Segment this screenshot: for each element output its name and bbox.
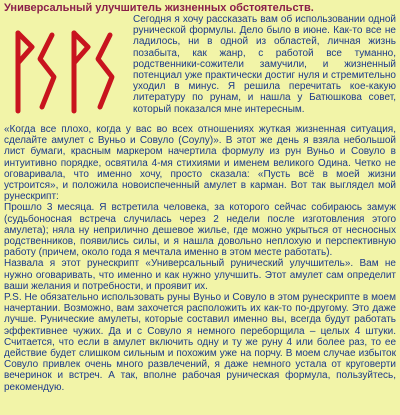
lead-text: Сегодня я хочу рассказать вам об использовании одной рунической формулы. Дело было в июне. Как-то все не ладилось, ни в одной из областей, личная жизнь позабыта, как жанр, с работой все туманно, родственники-сожители замучили, и жизненный потенциал уже практически достиг нуля и стремительно уходил в минус. Я решила перечитать кое-какую литературу по рунам, и нашла у Батюшкова совет, который показался мне интересным. bbox=[133, 14, 396, 115]
lead-paragraph bbox=[133, 14, 396, 115]
article-title: Универсальный улучшитель жизненных обстоятельств. bbox=[4, 2, 314, 14]
paragraph-4: P.S. Не обязательно использовать руны Вуньо и Совуло в этом рунескрипте в моем начертании. Возможно, вам захочется расположить их как-то по-другому. Это даже лучше. Рунические амулеты, которые составил именно вы, всегда будут работать эффективнее чужих. Да и с Совуло я немного переборщила – целых 4 штуки. Считается, что если в амулет включить одну и ту же руну 4 или более раз, то ее действие будет слишком сильным и похожим уже на порчу. В моем случае избыток Совуло привлек очень много развлечений, я даже немного устала от круговерти вечеринок и встреч. А так, вполне рабочая руническая формула, пользуйтесь, рекомендую. bbox=[4, 292, 396, 393]
rune-wunjo-1 bbox=[18, 33, 32, 111]
rune-script-image bbox=[4, 17, 126, 123]
rune-sowilo-2 bbox=[98, 35, 112, 107]
paragraph-3: Назвала я этот рунескрипт «Универсальный рунический улучшитель». Вам не нужно оговаривать, что именно и как нужно улучшить. Этот амулет сам определит ваши желания и потребности, и проявит их. bbox=[4, 258, 396, 292]
rune-wunjo-2 bbox=[74, 33, 88, 111]
paragraph-1: «Когда все плохо, когда у вас во всех отношениях жуткая жизненная ситуация, сделайте амулет с Вуньо и Совуло (Соулу)». В этот же день я взяла небольшой лист бумаги, красным маркером начертила формулу из рун Вуньо и Совуло в интуитивно порядке, освятила 4-мя стихиями и именем великого Одина. Четко не оговаривала, что именно хочу, просто сказала: «Пусть всё в моей жизни устроится», и положила новоиспеченный амулет в карман. Вот так выглядел мой рунескрипт: bbox=[4, 124, 396, 203]
rune-sowilo-1 bbox=[40, 35, 54, 107]
paragraph-2: Прошло 3 месяца. Я встретила человека, за которого сейчас собираюсь замуж (судьбоносная встреча случилась через 2 недели после изготовления этого амулета); няла ну неприлично дешевое жилье, где можно укрыться от несносных родственников, появились силы, и я нашла довольно неплохую и перспективную работу (причем, около года я мечтала именно в этом месте работать). bbox=[4, 202, 396, 259]
article-body bbox=[4, 124, 396, 393]
